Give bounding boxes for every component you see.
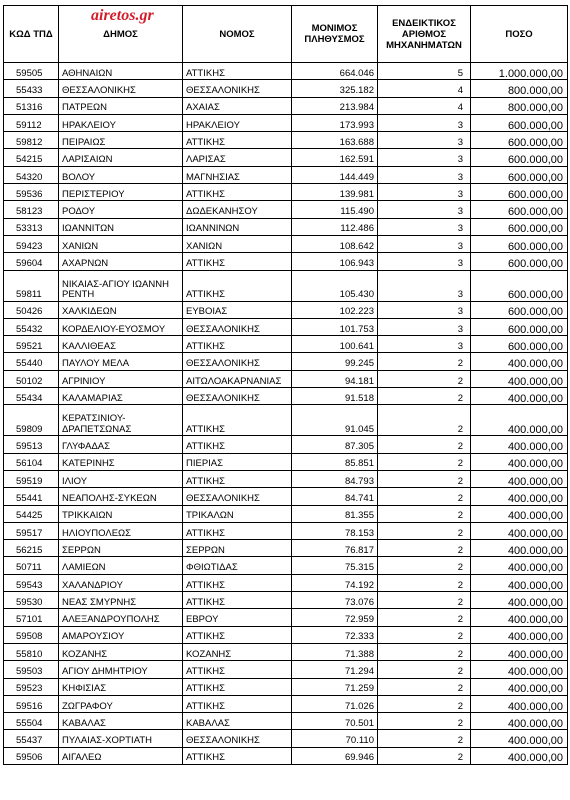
- header-nomos: ΝΟΜΟΣ: [183, 6, 292, 63]
- cell-code: 59536: [4, 184, 59, 201]
- cell-population: 94.181: [292, 370, 378, 387]
- cell-dimos: ΑΙΓΑΛΕΩ: [59, 747, 183, 764]
- cell-machines: 3: [378, 166, 471, 183]
- cell-nomos: ΠΙΕΡΙΑΣ: [183, 453, 292, 470]
- cell-population: 84.793: [292, 470, 378, 487]
- cell-population: 87.305: [292, 436, 378, 453]
- cell-population: 99.245: [292, 353, 378, 370]
- cell-code: 54215: [4, 149, 59, 166]
- cell-code: 59809: [4, 405, 59, 436]
- cell-machines: 2: [378, 609, 471, 626]
- cell-population: 84.741: [292, 488, 378, 505]
- cell-machines: 3: [378, 318, 471, 335]
- cell-amount: 400.000,00: [471, 405, 568, 436]
- cell-amount: 400.000,00: [471, 453, 568, 470]
- table-row: [4, 405, 568, 436]
- cell-dimos: ΧΑΝΙΩΝ: [59, 235, 183, 252]
- cell-amount: 400.000,00: [471, 661, 568, 678]
- watermark-logo: airetos.gr: [91, 7, 154, 24]
- table-row: [4, 370, 568, 387]
- cell-population: 108.642: [292, 235, 378, 252]
- cell-machines: 2: [378, 370, 471, 387]
- cell-population: 74.192: [292, 574, 378, 591]
- cell-dimos: ΘΕΣΣΑΛΟΝΙΚΗΣ: [59, 80, 183, 97]
- cell-population: 73.076: [292, 592, 378, 609]
- table-row: [4, 97, 568, 114]
- cell-population: 112.486: [292, 218, 378, 235]
- cell-dimos: ΚΑΒΑΛΑΣ: [59, 713, 183, 730]
- cell-code: 59519: [4, 470, 59, 487]
- cell-machines: 3: [378, 114, 471, 131]
- cell-nomos: ΑΤΤΙΚΗΣ: [183, 626, 292, 643]
- cell-dimos: ΒΟΛΟΥ: [59, 166, 183, 183]
- cell-code: 58123: [4, 201, 59, 218]
- cell-machines: 2: [378, 713, 471, 730]
- cell-machines: 2: [378, 453, 471, 470]
- cell-population: 664.046: [292, 63, 378, 80]
- cell-dimos: ΝΙΚΑΙΑΣ-ΑΓΙΟΥ ΙΩΑΝΝΗ ΡΕΝΤΗ: [59, 270, 183, 301]
- cell-population: 70.501: [292, 713, 378, 730]
- cell-machines: 3: [378, 218, 471, 235]
- cell-amount: 400.000,00: [471, 470, 568, 487]
- cell-amount: 400.000,00: [471, 592, 568, 609]
- cell-code: 59811: [4, 270, 59, 301]
- cell-amount: 400.000,00: [471, 678, 568, 695]
- cell-population: 106.943: [292, 253, 378, 270]
- cell-population: 91.045: [292, 405, 378, 436]
- cell-dimos: ΓΛΥΦΑΔΑΣ: [59, 436, 183, 453]
- cell-population: 69.946: [292, 747, 378, 764]
- cell-nomos: ΑΙΤΩΛΟΑΚΑΡΝΑΝΙΑΣ: [183, 370, 292, 387]
- cell-machines: 2: [378, 405, 471, 436]
- cell-amount: 600.000,00: [471, 184, 568, 201]
- cell-nomos: ΜΑΓΝΗΣΙΑΣ: [183, 166, 292, 183]
- cell-population: 173.993: [292, 114, 378, 131]
- cell-machines: 3: [378, 184, 471, 201]
- cell-amount: 1.000.000,00: [471, 63, 568, 80]
- cell-code: 59516: [4, 695, 59, 712]
- cell-nomos: ΑΤΤΙΚΗΣ: [183, 574, 292, 591]
- cell-population: 213.984: [292, 97, 378, 114]
- cell-amount: 400.000,00: [471, 353, 568, 370]
- cell-amount: 400.000,00: [471, 713, 568, 730]
- cell-dimos: ΣΕΡΡΩΝ: [59, 540, 183, 557]
- header-amount: ΠΟΣΟ: [471, 6, 568, 63]
- cell-machines: 2: [378, 678, 471, 695]
- table-row: [4, 218, 568, 235]
- cell-machines: 2: [378, 592, 471, 609]
- cell-population: 81.355: [292, 505, 378, 522]
- cell-dimos: ΛΑΡΙΣΑΙΩΝ: [59, 149, 183, 166]
- cell-dimos: ΝΕΑΣ ΣΜΥΡΝΗΣ: [59, 592, 183, 609]
- header-code: ΚΩΔ ΤΠΔ: [4, 6, 59, 63]
- cell-code: 56104: [4, 453, 59, 470]
- cell-nomos: ΑΤΤΙΚΗΣ: [183, 184, 292, 201]
- cell-dimos: ΙΛΙΟΥ: [59, 470, 183, 487]
- table-row: [4, 695, 568, 712]
- cell-population: 78.153: [292, 522, 378, 539]
- cell-code: 59812: [4, 132, 59, 149]
- cell-code: 59521: [4, 336, 59, 353]
- cell-population: 144.449: [292, 166, 378, 183]
- document-sheet: [3, 5, 567, 765]
- cell-nomos: ΕΥΒΟΙΑΣ: [183, 301, 292, 318]
- cell-dimos: ΠΑΥΛΟΥ ΜΕΛΑ: [59, 353, 183, 370]
- cell-machines: 2: [378, 695, 471, 712]
- cell-code: 55810: [4, 643, 59, 660]
- cell-nomos: ΤΡΙΚΑΛΩΝ: [183, 505, 292, 522]
- cell-dimos: ΚΑΛΛΙΘΕΑΣ: [59, 336, 183, 353]
- cell-code: 55432: [4, 318, 59, 335]
- cell-machines: 2: [378, 626, 471, 643]
- cell-machines: 3: [378, 149, 471, 166]
- table-row: [4, 114, 568, 131]
- cell-nomos: ΑΤΤΙΚΗΣ: [183, 336, 292, 353]
- cell-dimos: ΑΓΙΟΥ ΔΗΜΗΤΡΙΟΥ: [59, 661, 183, 678]
- cell-code: 54425: [4, 505, 59, 522]
- cell-machines: 2: [378, 353, 471, 370]
- cell-population: 105.430: [292, 270, 378, 301]
- cell-nomos: ΘΕΣΣΑΛΟΝΙΚΗΣ: [183, 388, 292, 405]
- cell-nomos: ΦΘΙΩΤΙΔΑΣ: [183, 557, 292, 574]
- cell-population: 75.315: [292, 557, 378, 574]
- cell-amount: 400.000,00: [471, 626, 568, 643]
- cell-code: 50711: [4, 557, 59, 574]
- cell-amount: 400.000,00: [471, 730, 568, 747]
- cell-amount: 600.000,00: [471, 132, 568, 149]
- cell-code: 55441: [4, 488, 59, 505]
- cell-amount: 400.000,00: [471, 540, 568, 557]
- cell-code: 59517: [4, 522, 59, 539]
- cell-amount: 400.000,00: [471, 747, 568, 764]
- cell-dimos: ΑΧΑΡΝΩΝ: [59, 253, 183, 270]
- cell-code: 59523: [4, 678, 59, 695]
- cell-nomos: ΕΒΡΟΥ: [183, 609, 292, 626]
- cell-nomos: ΑΤΤΙΚΗΣ: [183, 63, 292, 80]
- cell-nomos: ΘΕΣΣΑΛΟΝΙΚΗΣ: [183, 318, 292, 335]
- cell-dimos: ΚΗΦΙΣΙΑΣ: [59, 678, 183, 695]
- cell-population: 162.591: [292, 149, 378, 166]
- cell-code: 51316: [4, 97, 59, 114]
- table-row: [4, 592, 568, 609]
- cell-amount: 800.000,00: [471, 97, 568, 114]
- cell-dimos: ΠΕΡΙΣΤΕΡΙΟΥ: [59, 184, 183, 201]
- cell-code: 59513: [4, 436, 59, 453]
- cell-machines: 3: [378, 132, 471, 149]
- cell-amount: 600.000,00: [471, 218, 568, 235]
- cell-machines: 4: [378, 80, 471, 97]
- cell-machines: 4: [378, 97, 471, 114]
- cell-machines: 2: [378, 643, 471, 660]
- cell-code: 59506: [4, 747, 59, 764]
- cell-code: 55433: [4, 80, 59, 97]
- cell-amount: 400.000,00: [471, 522, 568, 539]
- cell-amount: 600.000,00: [471, 301, 568, 318]
- cell-dimos: ΧΑΛΑΝΔΡΙΟΥ: [59, 574, 183, 591]
- cell-code: 55437: [4, 730, 59, 747]
- cell-amount: 600.000,00: [471, 270, 568, 301]
- cell-dimos: ΚΕΡΑΤΣΙΝΙΟΥ-ΔΡΑΠΕΤΣΩΝΑΣ: [59, 405, 183, 436]
- cell-population: 85.851: [292, 453, 378, 470]
- table-row: [4, 713, 568, 730]
- cell-code: 57101: [4, 609, 59, 626]
- cell-population: 71.294: [292, 661, 378, 678]
- cell-amount: 400.000,00: [471, 488, 568, 505]
- cell-nomos: ΑΤΤΙΚΗΣ: [183, 695, 292, 712]
- table-row: [4, 80, 568, 97]
- cell-population: 70.110: [292, 730, 378, 747]
- header-machines: ΕΝΔΕΙΚΤΙΚΟΣ ΑΡΙΘΜΟΣ ΜΗΧΑΝΗΜΑΤΩΝ: [378, 6, 471, 63]
- cell-code: 55440: [4, 353, 59, 370]
- cell-nomos: ΑΤΤΙΚΗΣ: [183, 436, 292, 453]
- cell-amount: 600.000,00: [471, 235, 568, 252]
- cell-dimos: ΗΛΙΟΥΠΟΛΕΩΣ: [59, 522, 183, 539]
- cell-nomos: ΔΩΔΕΚΑΝΗΣΟΥ: [183, 201, 292, 218]
- cell-code: 56215: [4, 540, 59, 557]
- cell-dimos: ΝΕΑΠΟΛΗΣ-ΣΥΚΕΩΝ: [59, 488, 183, 505]
- cell-machines: 3: [378, 253, 471, 270]
- cell-dimos: ΗΡΑΚΛΕΙΟΥ: [59, 114, 183, 131]
- cell-dimos: ΛΑΜΙΕΩΝ: [59, 557, 183, 574]
- cell-machines: 2: [378, 540, 471, 557]
- cell-code: 59503: [4, 661, 59, 678]
- table-row: [4, 522, 568, 539]
- cell-dimos: ΚΑΛΑΜΑΡΙΑΣ: [59, 388, 183, 405]
- cell-dimos: ΑΛΕΞΑΝΔΡΟΥΠΟΛΗΣ: [59, 609, 183, 626]
- cell-nomos: ΗΡΑΚΛΕΙΟΥ: [183, 114, 292, 131]
- cell-amount: 600.000,00: [471, 253, 568, 270]
- cell-nomos: ΣΕΡΡΩΝ: [183, 540, 292, 557]
- cell-dimos: ΙΩΑΝΝΙΤΩΝ: [59, 218, 183, 235]
- cell-machines: 2: [378, 557, 471, 574]
- cell-nomos: ΑΤΤΙΚΗΣ: [183, 132, 292, 149]
- table-row: [4, 318, 568, 335]
- table-row: [4, 488, 568, 505]
- table-row: [4, 388, 568, 405]
- cell-code: 59423: [4, 235, 59, 252]
- cell-machines: 2: [378, 505, 471, 522]
- cell-nomos: ΘΕΣΣΑΛΟΝΙΚΗΣ: [183, 730, 292, 747]
- cell-code: 54320: [4, 166, 59, 183]
- cell-nomos: ΘΕΣΣΑΛΟΝΙΚΗΣ: [183, 353, 292, 370]
- cell-amount: 400.000,00: [471, 574, 568, 591]
- cell-code: 50102: [4, 370, 59, 387]
- cell-dimos: ΤΡΙΚΚΑΙΩΝ: [59, 505, 183, 522]
- cell-machines: 2: [378, 470, 471, 487]
- municipalities-table: [3, 5, 568, 765]
- cell-machines: 3: [378, 270, 471, 301]
- cell-nomos: ΑΤΤΙΚΗΣ: [183, 270, 292, 301]
- cell-machines: 2: [378, 388, 471, 405]
- cell-amount: 600.000,00: [471, 201, 568, 218]
- cell-dimos: ΑΜΑΡΟΥΣΙΟΥ: [59, 626, 183, 643]
- table-row: [4, 453, 568, 470]
- cell-nomos: ΚΟΖΑΝΗΣ: [183, 643, 292, 660]
- cell-population: 100.641: [292, 336, 378, 353]
- cell-nomos: ΑΧΑΙΑΣ: [183, 97, 292, 114]
- cell-amount: 600.000,00: [471, 166, 568, 183]
- cell-code: 59604: [4, 253, 59, 270]
- cell-dimos: ΖΩΓΡΑΦΟΥ: [59, 695, 183, 712]
- cell-machines: 5: [378, 63, 471, 80]
- cell-machines: 3: [378, 201, 471, 218]
- table-row: [4, 184, 568, 201]
- cell-machines: 3: [378, 235, 471, 252]
- table-row: [4, 574, 568, 591]
- cell-machines: 3: [378, 336, 471, 353]
- table-header-row: [4, 6, 568, 63]
- cell-code: 59530: [4, 592, 59, 609]
- table-row: [4, 235, 568, 252]
- table-row: [4, 626, 568, 643]
- cell-code: 59112: [4, 114, 59, 131]
- cell-population: 139.981: [292, 184, 378, 201]
- cell-amount: 600.000,00: [471, 114, 568, 131]
- table-row: [4, 270, 568, 301]
- cell-machines: 2: [378, 574, 471, 591]
- cell-machines: 2: [378, 522, 471, 539]
- cell-machines: 2: [378, 747, 471, 764]
- table-row: [4, 643, 568, 660]
- table-row: [4, 470, 568, 487]
- cell-dimos: ΠΕΙΡΑΙΩΣ: [59, 132, 183, 149]
- cell-code: 55504: [4, 713, 59, 730]
- cell-population: 101.753: [292, 318, 378, 335]
- cell-nomos: ΑΤΤΙΚΗΣ: [183, 405, 292, 436]
- table-row: [4, 201, 568, 218]
- cell-nomos: ΑΤΤΙΚΗΣ: [183, 592, 292, 609]
- cell-code: 59505: [4, 63, 59, 80]
- cell-amount: 600.000,00: [471, 336, 568, 353]
- cell-dimos: ΚΟΡΔΕΛΙΟΥ-ΕΥΟΣΜΟΥ: [59, 318, 183, 335]
- table-row: [4, 253, 568, 270]
- table-row: [4, 353, 568, 370]
- cell-machines: 3: [378, 301, 471, 318]
- table-row: [4, 730, 568, 747]
- cell-dimos: ΑΘΗΝΑΙΩΝ: [59, 63, 183, 80]
- cell-nomos: ΑΤΤΙΚΗΣ: [183, 253, 292, 270]
- cell-nomos: ΑΤΤΙΚΗΣ: [183, 661, 292, 678]
- cell-population: 71.388: [292, 643, 378, 660]
- cell-amount: 600.000,00: [471, 318, 568, 335]
- cell-nomos: ΑΤΤΙΚΗΣ: [183, 522, 292, 539]
- cell-amount: 400.000,00: [471, 436, 568, 453]
- table-row: [4, 166, 568, 183]
- table-row: [4, 609, 568, 626]
- cell-code: 59508: [4, 626, 59, 643]
- table-row: [4, 540, 568, 557]
- table-row: [4, 557, 568, 574]
- cell-dimos: ΚΟΖΑΝΗΣ: [59, 643, 183, 660]
- cell-nomos: ΛΑΡΙΣΑΣ: [183, 149, 292, 166]
- cell-code: 50426: [4, 301, 59, 318]
- cell-dimos: ΡΟΔΟΥ: [59, 201, 183, 218]
- table-row: [4, 661, 568, 678]
- cell-dimos: ΚΑΤΕΡΙΝΗΣ: [59, 453, 183, 470]
- cell-nomos: ΚΑΒΑΛΑΣ: [183, 713, 292, 730]
- cell-dimos: ΑΓΡΙΝΙΟΥ: [59, 370, 183, 387]
- cell-machines: 2: [378, 436, 471, 453]
- table-row: [4, 505, 568, 522]
- cell-population: 76.817: [292, 540, 378, 557]
- cell-population: 71.259: [292, 678, 378, 695]
- header-dimos: ΔΗΜΟΣ: [59, 6, 183, 63]
- cell-amount: 400.000,00: [471, 388, 568, 405]
- cell-machines: 2: [378, 730, 471, 747]
- cell-nomos: ΧΑΝΙΩΝ: [183, 235, 292, 252]
- cell-nomos: ΑΤΤΙΚΗΣ: [183, 678, 292, 695]
- table-row: [4, 678, 568, 695]
- header-population: ΜΟΝΙΜΟΣ ΠΛΗΘΥΣΜΟΣ: [292, 6, 378, 63]
- cell-population: 71.026: [292, 695, 378, 712]
- cell-machines: 2: [378, 661, 471, 678]
- cell-amount: 400.000,00: [471, 370, 568, 387]
- cell-code: 55434: [4, 388, 59, 405]
- cell-nomos: ΙΩΑΝΝΙΝΩΝ: [183, 218, 292, 235]
- table-row: [4, 301, 568, 318]
- cell-amount: 400.000,00: [471, 643, 568, 660]
- cell-population: 163.688: [292, 132, 378, 149]
- cell-population: 325.182: [292, 80, 378, 97]
- cell-population: 91.518: [292, 388, 378, 405]
- cell-code: 59543: [4, 574, 59, 591]
- cell-nomos: ΘΕΣΣΑΛΟΝΙΚΗΣ: [183, 80, 292, 97]
- cell-amount: 800.000,00: [471, 80, 568, 97]
- cell-code: 53313: [4, 218, 59, 235]
- table-row: [4, 436, 568, 453]
- cell-dimos: ΠΥΛΑΙΑΣ-ΧΟΡΤΙΑΤΗ: [59, 730, 183, 747]
- cell-dimos: ΧΑΛΚΙΔΕΩΝ: [59, 301, 183, 318]
- cell-nomos: ΘΕΣΣΑΛΟΝΙΚΗΣ: [183, 488, 292, 505]
- table-row: [4, 149, 568, 166]
- table-body: [4, 63, 568, 765]
- cell-amount: 600.000,00: [471, 149, 568, 166]
- cell-population: 102.223: [292, 301, 378, 318]
- cell-amount: 400.000,00: [471, 505, 568, 522]
- table-row: [4, 63, 568, 80]
- cell-amount: 400.000,00: [471, 695, 568, 712]
- cell-amount: 400.000,00: [471, 609, 568, 626]
- cell-nomos: ΑΤΤΙΚΗΣ: [183, 747, 292, 764]
- cell-population: 72.333: [292, 626, 378, 643]
- cell-nomos: ΑΤΤΙΚΗΣ: [183, 470, 292, 487]
- table-row: [4, 336, 568, 353]
- table-row: [4, 747, 568, 764]
- cell-population: 115.490: [292, 201, 378, 218]
- cell-machines: 2: [378, 488, 471, 505]
- table-row: [4, 132, 568, 149]
- cell-amount: 400.000,00: [471, 557, 568, 574]
- cell-dimos: ΠΑΤΡΕΩΝ: [59, 97, 183, 114]
- cell-population: 72.959: [292, 609, 378, 626]
